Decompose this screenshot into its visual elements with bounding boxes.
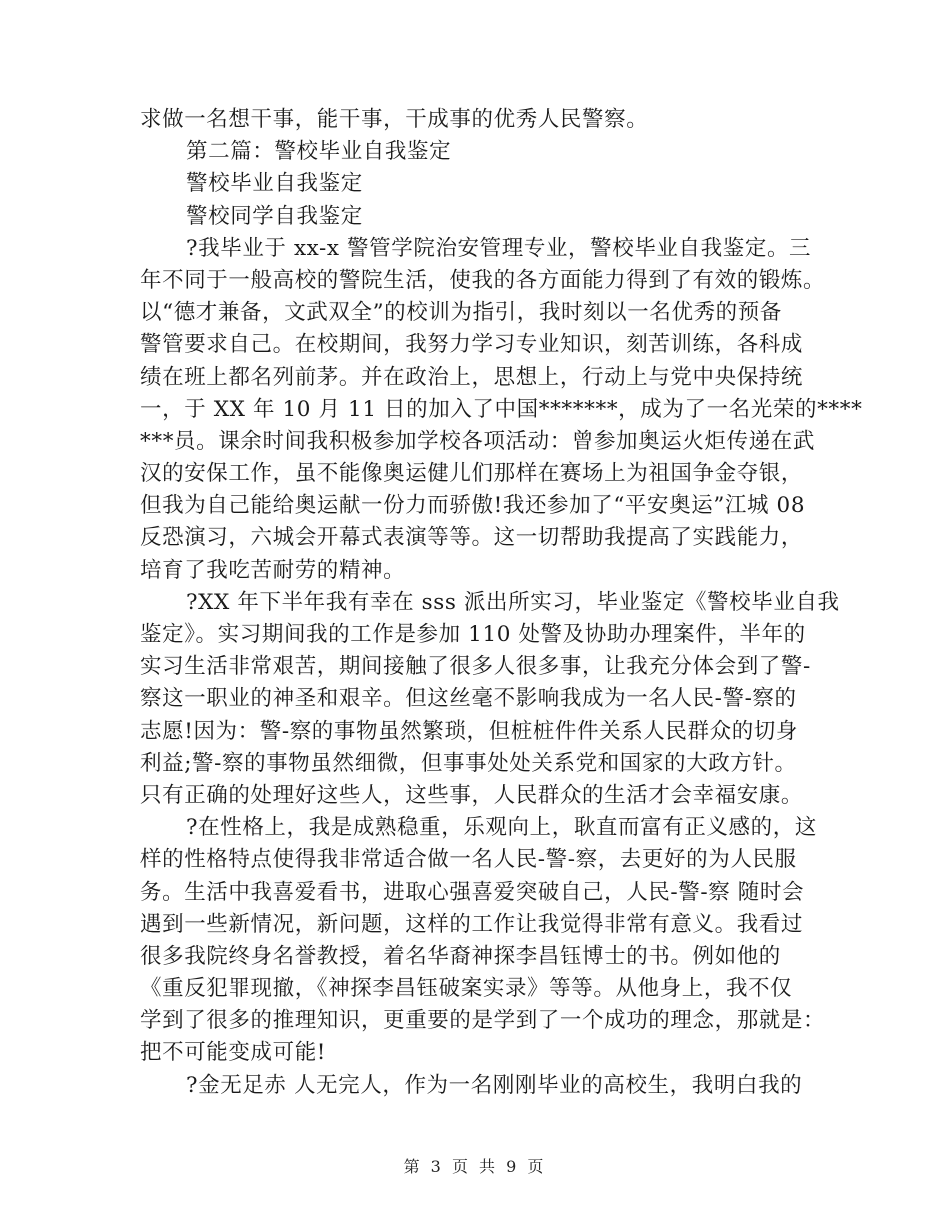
text-line: 但我为自己能给奥运献一份力而骄傲!我还参加了“平安奥运”江城 08	[140, 493, 806, 519]
text-line: ?我毕业于 xx-x 警管学院治安管理专业，警校毕业自我鉴定。三	[186, 235, 812, 261]
text-line: 《重反犯罪现撤，《神探李昌钰破案实录》等等。从他身上，我不仅	[140, 976, 793, 1002]
text-line: 把不可能变成可能!	[140, 1040, 327, 1066]
text-line: 反恐演习，六城会开幕式表演等等。这一切帮助我提高了实践能力，	[140, 525, 804, 551]
text-line: 以“德才兼备，文武双全”的校训为指引，我时刻以一名优秀的预备	[140, 300, 782, 326]
text-line: ?金无足赤 人无完人，作为一名刚刚毕业的高校生，我明白我的	[186, 1072, 803, 1098]
text-line: 志愿!因为：警-察的事物虽然繁琐，但桩桩件件关系人民群众的切身	[140, 718, 799, 744]
text-line: 学到了很多的推理知识，更重要的是学到了一个成功的理念，那就是：	[140, 1008, 826, 1034]
text-line: 一，于 XX 年 10 月 11 日的加入了中国*******，成为了一名光荣的****	[140, 396, 863, 422]
text-line: ***员。课余时间我积极参加学校各项活动：曾参加奥运火炬传递在武	[140, 428, 815, 454]
text-line: 实习生活非常艰苦，期间接触了很多人很多事，让我充分体会到了警-	[140, 654, 811, 680]
text-line: 汉的安保工作，虽不能像奥运健儿们那样在赛场上为祖国争金夺银，	[140, 461, 804, 487]
text-line: 很多我院终身名誉教授，着名华裔神探李昌钰博士的书。例如他的	[140, 943, 781, 969]
document-title: 警校毕业自我鉴定	[186, 171, 363, 197]
text-line: ?XX 年下半年我有幸在 sss 派出所实习，毕业鉴定《警校毕业自我	[186, 589, 840, 615]
text-line: 务。生活中我喜爱看书，进取心强喜爱突破自己，人民-警-察 随时会	[140, 879, 805, 905]
text-line: 利益;警-察的事物虽然细微，但事事处处关系党和国家的大政方针。	[140, 750, 797, 776]
text-line: 年不同于一般高校的警院生活，使我的各方面能力得到了有效的锻炼。	[140, 267, 826, 293]
text-line: 培育了我吃苦耐劳的精神。	[140, 557, 406, 583]
text-line: 遇到一些新情况，新问题，这样的工作让我觉得非常有意义。我看过	[140, 911, 804, 937]
text-line: 只有正确的处理好这些人，这些事，人民群众的生活才会幸福安康。	[140, 782, 804, 808]
text-line: 样的性格特点使得我非常适合做一名人民-警-察，去更好的为人民服	[140, 847, 797, 873]
text-line: 察这一职业的神圣和艰辛。但这丝毫不影响我成为一名人民-警-察的	[140, 686, 797, 712]
section-heading: 第二篇：警校毕业自我鉴定	[186, 139, 452, 165]
page-number-footer: 第 3 页 共 9 页	[403, 1157, 547, 1176]
text-line: 绩在班上都名列前茅。并在政治上，思想上，行动上与党中央保持统	[140, 364, 804, 390]
text-line: ?在性格上，我是成熟稳重，乐观向上，耿直而富有正义感的，这	[186, 815, 817, 841]
text-line: 鉴定》。实习期间我的工作是参加 110 处警及协助办理案件，半年的	[140, 622, 806, 647]
document-body	[140, 104, 863, 1102]
text-line: 警管要求自己。在校期间，我努力学习专业知识，刻苦训练，各科成	[140, 332, 804, 358]
document-subtitle: 警校同学自我鉴定	[186, 203, 363, 229]
text-line: 求做一名想干事，能干事，干成事的优秀人民警察。	[140, 107, 649, 132]
